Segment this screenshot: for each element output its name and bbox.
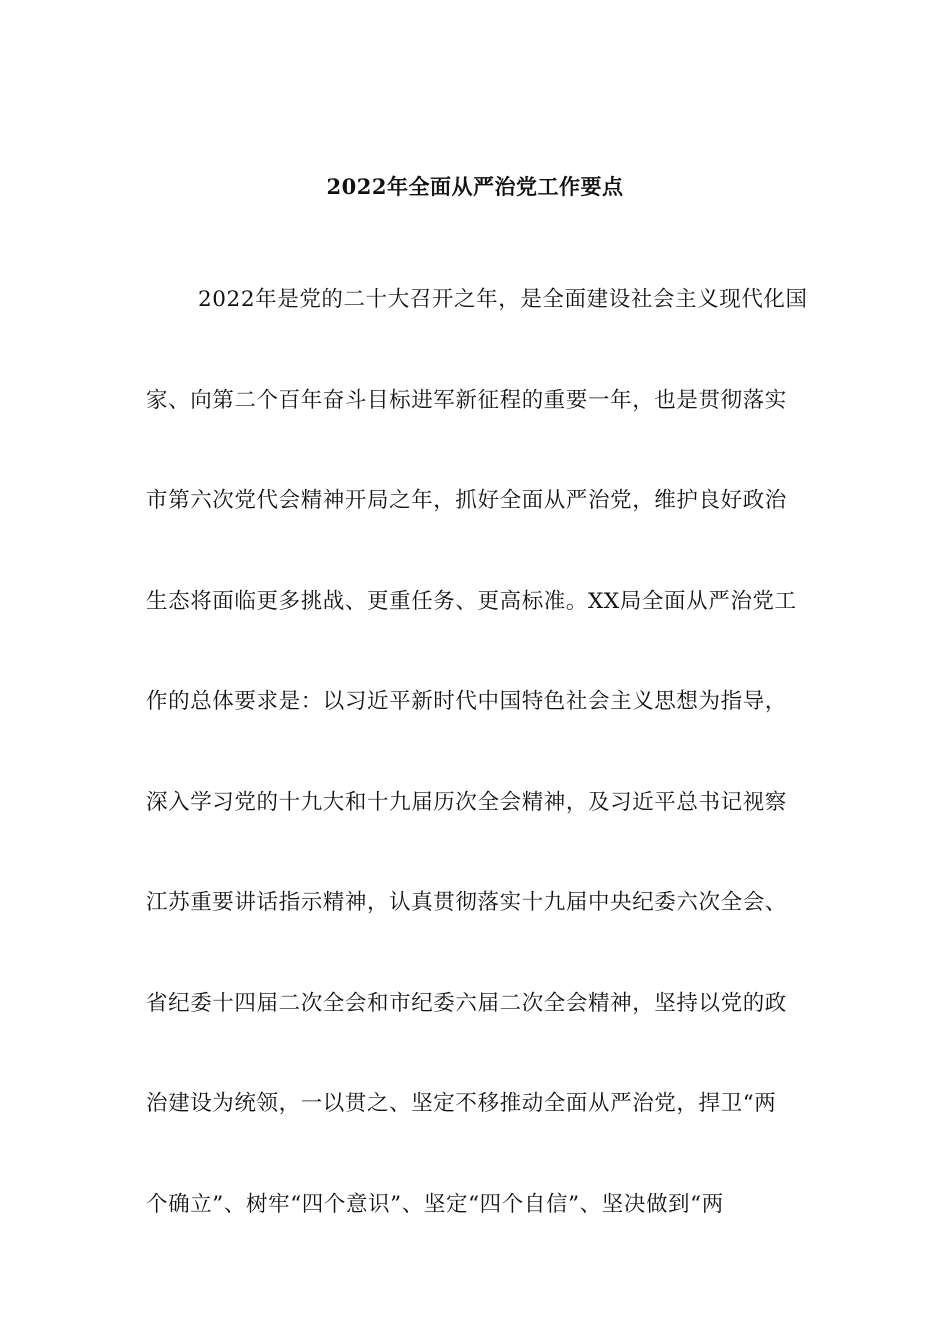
- paragraph-line: 治建设为统领，一以贯之、坚定不移推动全面从严治党，捍卫“两: [146, 1091, 777, 1116]
- paragraph-line: 作的总体要求是：以习近平新时代中国特色社会主义思想为指导，: [146, 689, 787, 714]
- document-title: 2022年全面从严治党工作要点: [326, 174, 624, 199]
- document-body: [146, 280, 806, 1285]
- paragraph-line: 江苏重要讲话指示精神，认真贯彻落实十九届中央纪委六次全会、: [146, 890, 787, 915]
- paragraph-line: 个确立”、树牢“四个意识”、坚定“四个自信”、坚决做到“两: [146, 1191, 724, 1217]
- paragraph-line: 市第六次党代会精神开局之年，抓好全面从严治党，维护良好政治: [146, 488, 787, 513]
- paragraph-line: 深入学习党的十九大和十九届历次全会精神，及习近平总书记视察: [146, 789, 787, 815]
- paragraph-line: 2022年是党的二十大召开之年，是全面建设社会主义现代化国: [198, 287, 808, 312]
- paragraph-line: 家、向第二个百年奋斗目标进军新征程的重要一年，也是贯彻落实: [146, 387, 787, 413]
- paragraph-line: 生态将面临更多挑战、更重任务、更高标准。XX局全面从严治党工: [146, 588, 797, 614]
- paragraph-line: 省纪委十四届二次全会和市纪委六届二次全会精神，坚持以党的政: [146, 990, 787, 1016]
